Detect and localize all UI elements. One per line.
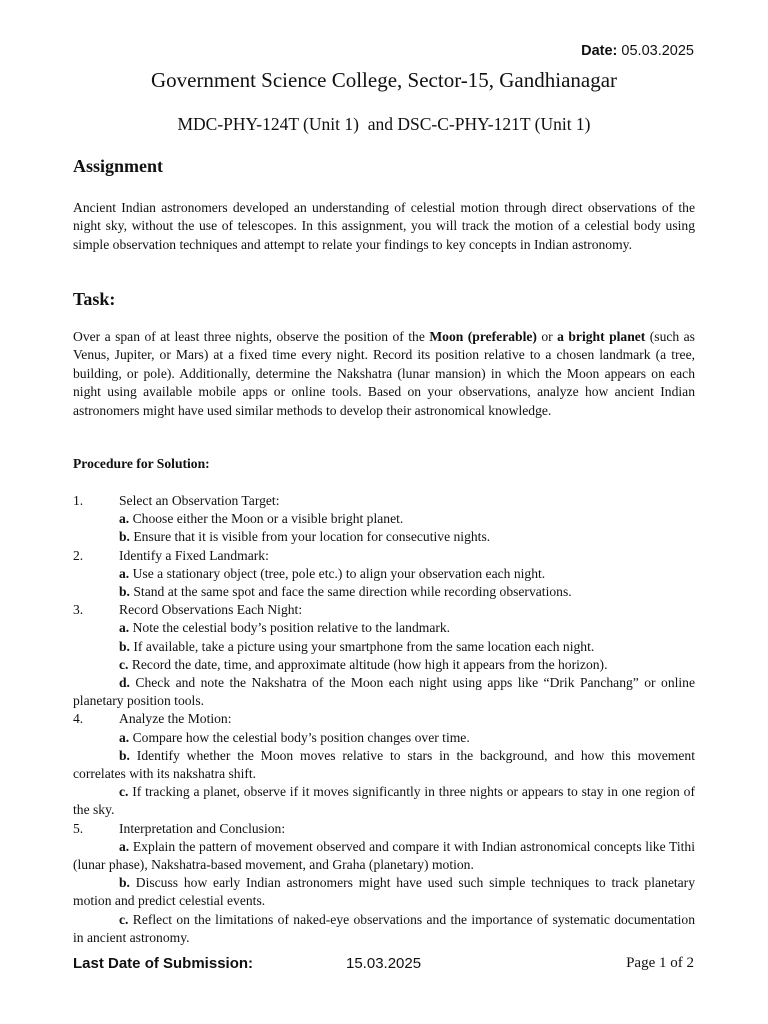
step-subitem	[73, 783, 695, 819]
subitem-label: a.	[119, 565, 130, 581]
subitem-label: b.	[119, 529, 130, 545]
course-codes: MDC-PHY-124T (Unit 1) and DSC-C-PHY-121T (Unit 1)	[177, 114, 591, 134]
subitem-text: If available, take a picture using your smartphone from the same location each night.	[129, 638, 595, 654]
subitem-label: b.	[119, 584, 130, 600]
step-subitem	[73, 583, 695, 601]
date-line	[581, 43, 694, 59]
step-number: 1.	[73, 493, 84, 508]
task-heading: Task:	[73, 289, 116, 309]
step-number: 2.	[73, 547, 84, 563]
subitem-text: Reflect on the limitations of naked-eye observations and the importance of systematic documentation in ancient astronomy.	[73, 911, 695, 945]
step-subitem	[73, 510, 695, 528]
task-bold-moon: Moon (preferable)	[429, 329, 537, 344]
step-subitem	[73, 729, 695, 747]
date-label: Date:	[581, 43, 618, 59]
procedure-step	[73, 710, 695, 728]
task-text-1: Over a span of at least three nights, observe the position of the	[73, 329, 430, 344]
college-name: Government Science College, Sector-15, Gandhianagar	[150, 68, 618, 92]
step-title: Select an Observation Target:	[119, 493, 280, 508]
subitem-text: Compare how the celestial body’s position changes over time.	[129, 729, 470, 745]
subitem-label: d.	[119, 675, 130, 691]
subitem-label: c.	[119, 784, 129, 800]
subitem-label: a.	[119, 838, 130, 854]
procedure-step	[73, 547, 695, 565]
step-subitem	[73, 874, 695, 910]
subitem-text: Record the date, time, and approximate altitude (how high it appears from the horizon).	[128, 656, 608, 672]
subitem-text: Ensure that it is visible from your location for consecutive nights.	[129, 529, 491, 545]
subitem-text: Explain the pattern of movement observed and compare it with Indian astronomical concepts like Tithi (lunar phase), Nakshatra-based movement, and Graha (planetary) motion.	[73, 838, 695, 873]
step-subitem	[73, 656, 695, 674]
page-number: Page 1 of 2	[626, 955, 694, 971]
subitem-label: a.	[119, 511, 130, 527]
subitem-label: c.	[119, 911, 129, 927]
subitem-text: Stand at the same spot and face the same direction while recording observations.	[129, 584, 572, 600]
step-number: 3.	[73, 602, 84, 618]
step-title: Record Observations Each Night:	[119, 602, 303, 618]
task-body	[73, 328, 695, 420]
subitem-text: Identify whether the Moon moves relative to stars in the background, and how this movement correlates with its nakshatra shift.	[73, 747, 695, 782]
subitem-label: b.	[119, 747, 130, 763]
last-date-label: Last Date of Submission:	[73, 955, 254, 972]
subitem-text: Use a stationary object (tree, pole etc.) to align your observation each night.	[129, 565, 546, 581]
procedure-step	[73, 820, 695, 838]
task-bold-planet: a bright planet	[557, 329, 646, 344]
subitem-label: b.	[119, 875, 130, 891]
step-subitem	[73, 674, 695, 710]
procedure-list	[73, 492, 695, 947]
step-subitem	[73, 747, 695, 783]
procedure-title: Procedure for Solution:	[73, 456, 210, 471]
step-number: 5.	[73, 820, 84, 836]
subitem-label: a.	[119, 729, 130, 745]
step-title: Interpretation and Conclusion:	[119, 820, 286, 836]
procedure-step	[73, 601, 695, 619]
assignment-body: Ancient Indian astronomers developed an understanding of celestial motion through direct observations of the night sky, without the use of telescopes. In this assignment, you will track the motion of a celestial body using simple observation techniques and attempt to relate your findings to key concepts in Indian astronomy.	[73, 200, 695, 252]
subitem-text: Note the celestial body’s position relative to the landmark.	[129, 620, 451, 636]
subitem-label: a.	[119, 620, 130, 636]
procedure-step	[73, 492, 695, 510]
subitem-label: b.	[119, 638, 130, 654]
step-subitem	[73, 911, 695, 947]
subitem-text: Discuss how early Indian astronomers might have used such simple techniques to track planetary motion and predict celestial events.	[73, 875, 695, 909]
subitem-text: If tracking a planet, observe if it moves significantly in three nights or appears to stay in one region of the sky.	[73, 784, 695, 818]
step-subitem	[73, 619, 695, 637]
step-title: Identify a Fixed Landmark:	[119, 547, 269, 563]
step-title: Analyze the Motion:	[119, 711, 232, 727]
step-subitem	[73, 838, 695, 874]
step-number: 4.	[73, 711, 84, 727]
subitem-text: Check and note the Nakshatra of the Moon each night using apps like “Drik Panchang” or online planetary position tools.	[73, 675, 695, 709]
task-text-3: (such as Venus, Jupiter, or Mars) at a fixed time every night. Record its position relative to a chosen landmark (a tree, building, or pole). Additionally, determine the Nakshatra (lunar mansion) in which the Moon appears on each night using available mobile apps or online tools. Based on your observations, analyze how ancient Indian astronomers might have used similar methods to develop their astronomical knowledge.	[73, 329, 695, 418]
step-subitem	[73, 565, 695, 583]
subitem-label: c.	[119, 656, 129, 672]
step-subitem	[73, 638, 695, 656]
last-date-value: 15.03.2025	[346, 955, 422, 972]
assignment-heading: Assignment	[73, 156, 164, 176]
subitem-text: Choose either the Moon or a visible bright planet.	[129, 511, 404, 527]
task-text-2: or	[536, 329, 558, 344]
date-value: 05.03.2025	[621, 43, 694, 59]
step-subitem	[73, 528, 695, 546]
